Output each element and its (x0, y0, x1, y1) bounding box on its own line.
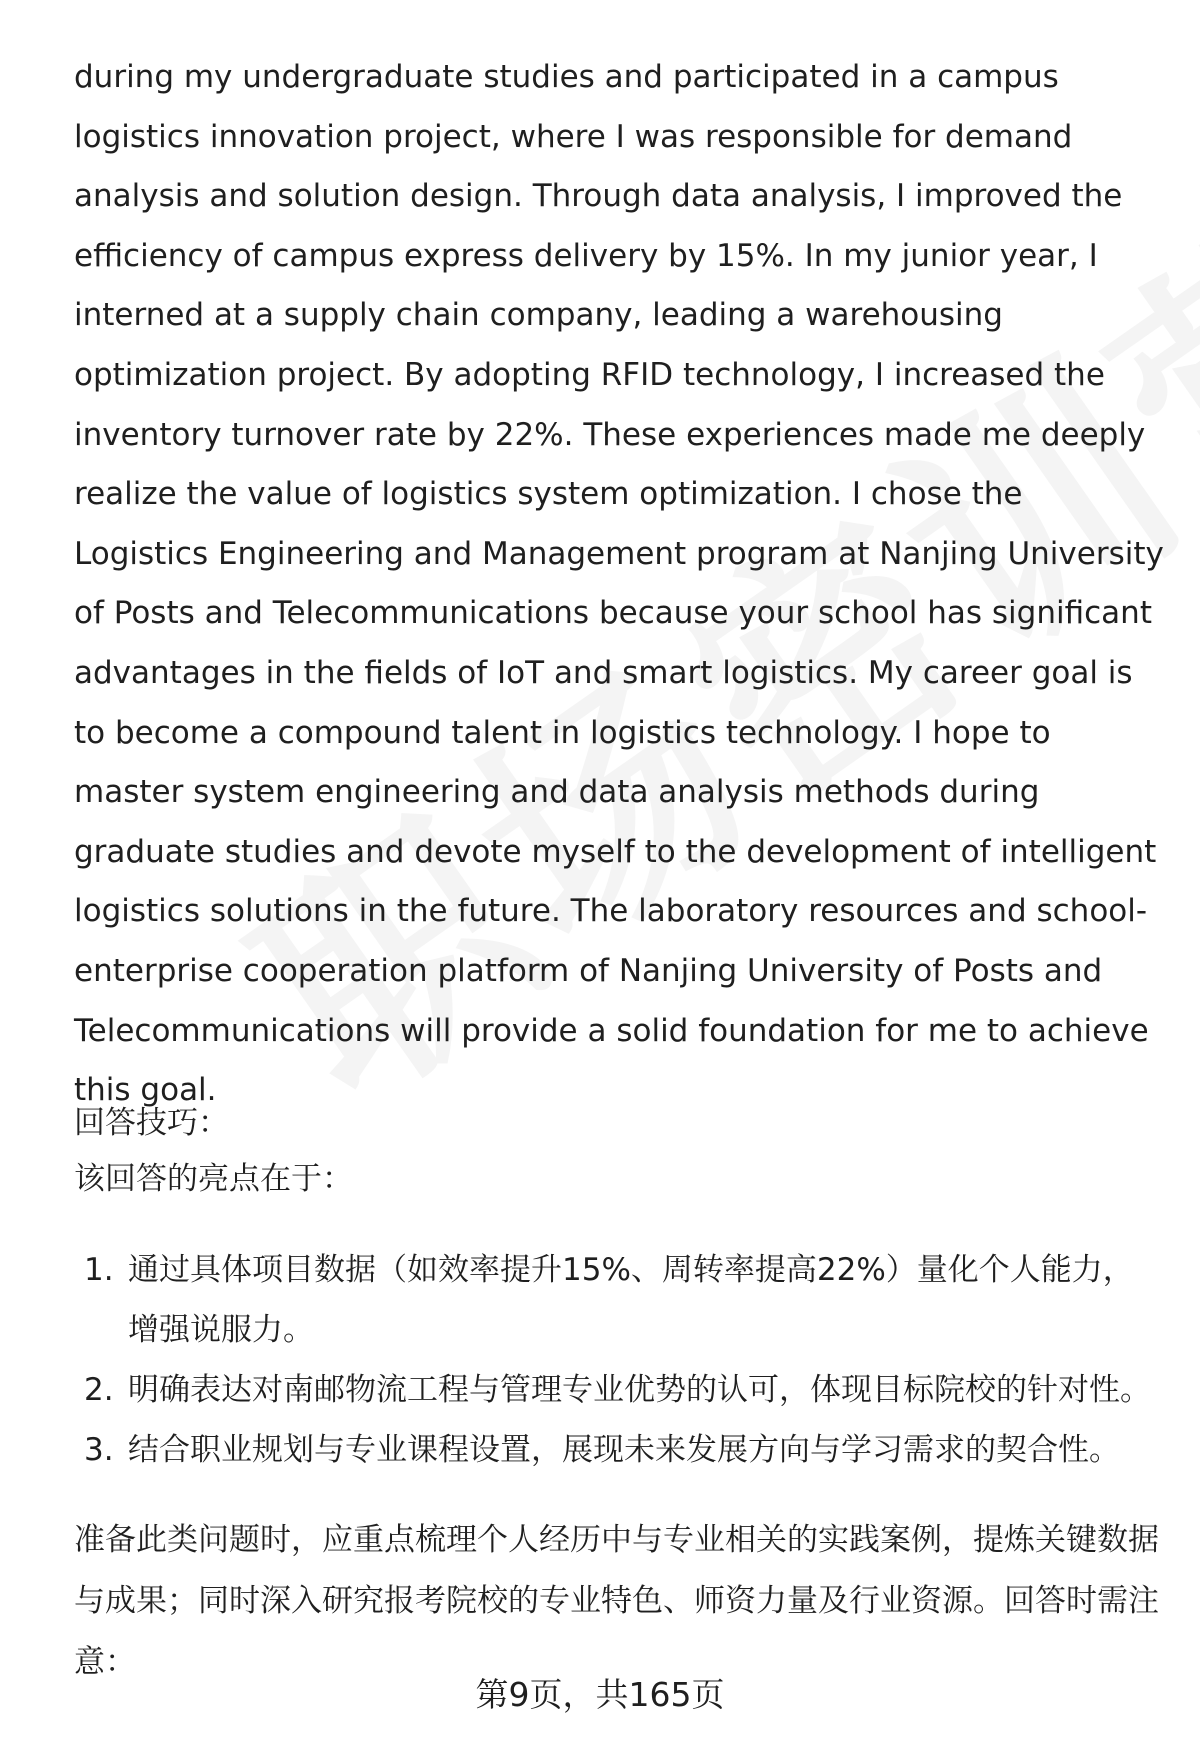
list-text: 通过具体项目数据（如效率提升15%、周转率提高22%）量化个人能力，增强说服力。 (128, 1252, 1134, 1348)
list-item (74, 1240, 1164, 1360)
tips-heading: 回答技巧： (74, 1105, 229, 1141)
list-number: 2. (84, 1372, 114, 1408)
highlights-heading: 该回答的亮点在于： (74, 1161, 353, 1197)
list-number: 3. (84, 1432, 114, 1468)
closing-paragraph: 准备此类问题时，应重点梳理个人经历中与专业相关的实践案例，提炼关键数据与成果；同时深入研究报考院校的专业特色、师资力量及行业资源。回答时需注意： (74, 1522, 1159, 1680)
list-text: 结合职业规划与专业课程设置，展现未来发展方向与学习需求的契合性。 (128, 1432, 1120, 1468)
list-item (74, 1360, 1164, 1420)
highlights-list (74, 1240, 1164, 1480)
page-footer: 第9页，共165页 (475, 1675, 725, 1714)
list-number: 1. (84, 1252, 114, 1288)
list-text: 明确表达对南邮物流工程与管理专业优势的认可，体现目标院校的针对性。 (128, 1372, 1151, 1408)
answer-paragraph: during my undergraduate studies and participated in a campus logistics innovation project, where I was responsible for demand analysis and solution design. Through data analysis, I improved the efficiency of campus express delivery by 15%. In my junior year, I interned at a supply chain company, leading a warehousing optimization project. By adopting RFID technology, I increased the inventory turnover rate by 22%. These experiences made me deeply realize the value of logistics system optimization. I chose the Logistics Engineering and Management program at Nanjing University of Posts and Telecommunications because your school has significant advantages in the fields of IoT and smart logistics. My career goal is to become a compound talent in logistics technology. I hope to master system engineering and data analysis methods during graduate studies and devote myself to the development of intelligent logistics solutions in the future. The laboratory resources and school-enterprise cooperation platform of Nanjing University of Posts and Telecommunications will provide a solid foundation for me to achieve this goal. (74, 59, 1164, 1109)
list-item (74, 1420, 1164, 1480)
